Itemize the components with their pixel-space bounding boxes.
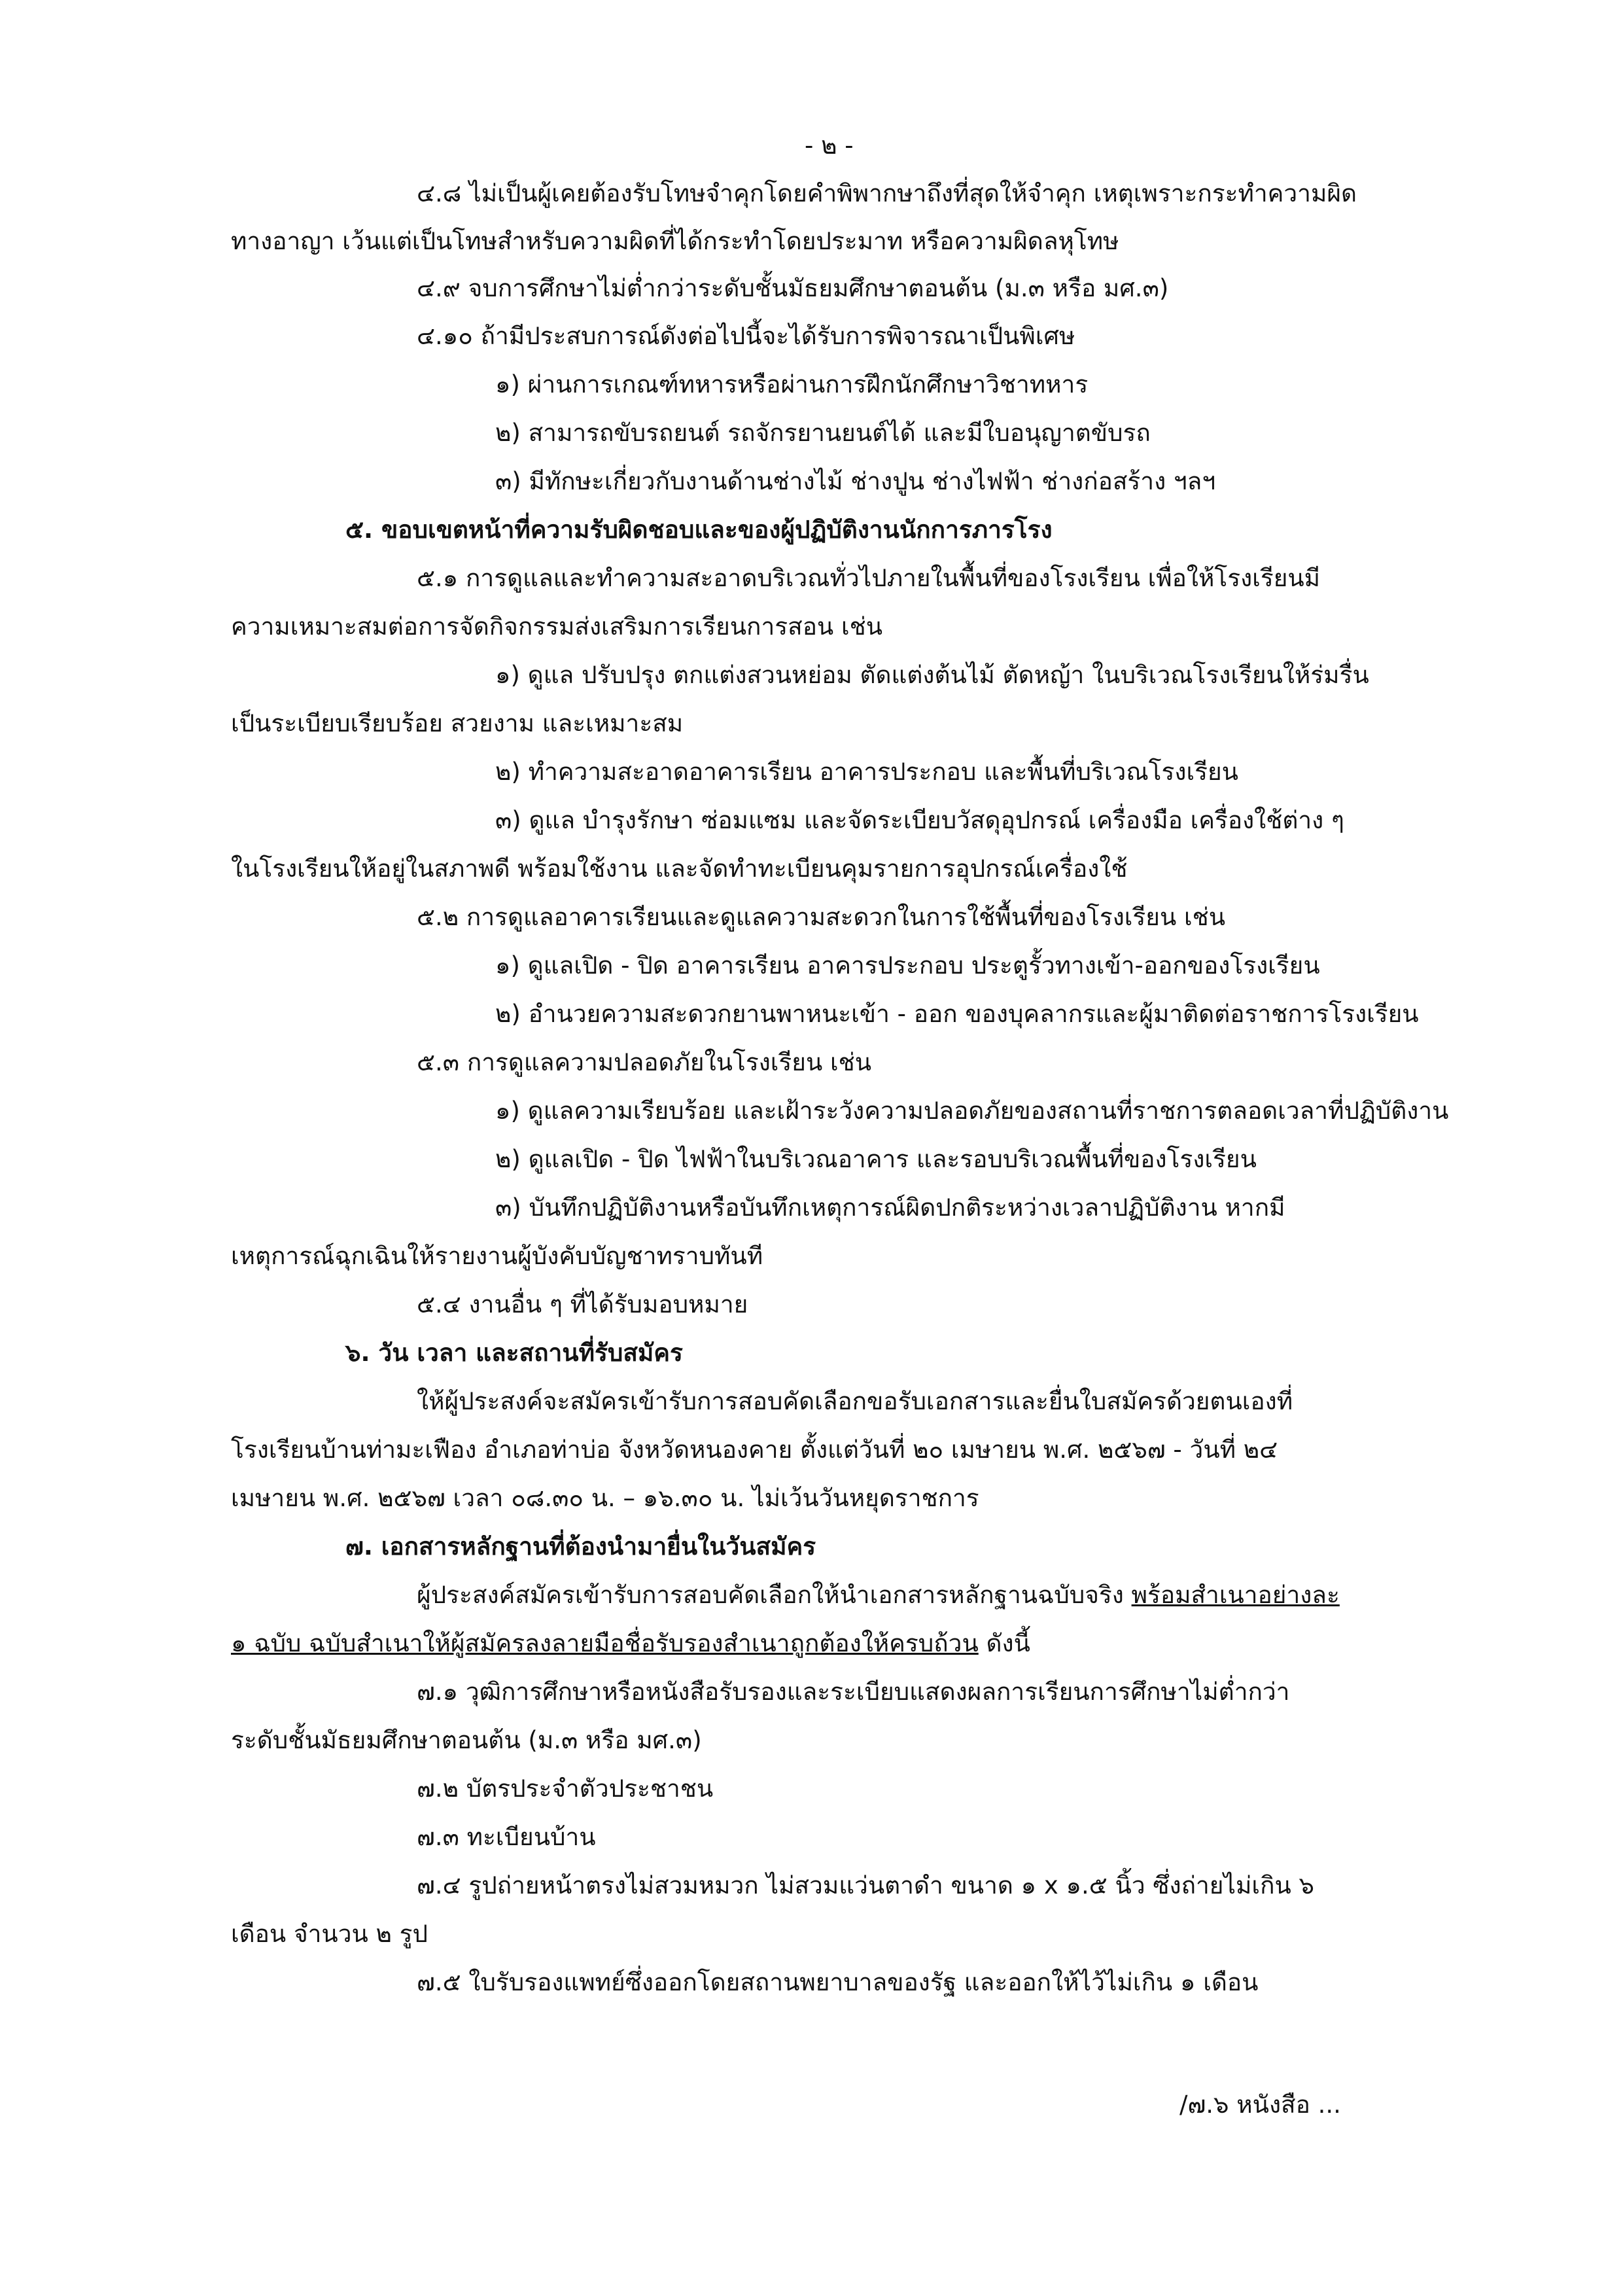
paragraph-line: ๔.๙ จบการศึกษาไม่ต่ำกว่าระดับชั้นมัธยมศึกษาตอนต้น (ม.๓ หรือ มศ.๓)	[417, 274, 1169, 302]
list-item: ๓) ดูแล บำรุงรักษา ซ่อมแซม และจัดระเบียบวัสดุอุปกรณ์ เครื่องมือ เครื่องใช้ต่าง ๆ	[495, 806, 1344, 834]
paragraph-line: ๗.๔ รูปถ่ายหน้าตรงไม่สวมหมวก ไม่สวมแว่นตาดำ ขนาด ๑ x ๑.๕ นิ้ว ซึ่งถ่ายไม่เกิน ๖	[417, 1871, 1315, 1899]
paragraph-line: เหตุการณ์ฉุกเฉินให้รายงานผู้บังคับบัญชาทราบทันที	[231, 1242, 763, 1270]
list-item: ๒) อำนวยความสะดวกยานพาหนะเข้า - ออก ของบุคลากรและผู้มาติดต่อราชการโรงเรียน	[495, 1000, 1419, 1028]
paragraph-line: ๗.๒ บัตรประจำตัวประชาชน	[417, 1775, 714, 1803]
paragraph-line: โรงเรียนบ้านท่ามะเฟือง อำเภอท่าบ่อ จังหวัดหนองคาย ตั้งแต่วันที่ ๒๐ เมษายน พ.ศ. ๒๕๖๗ - วันที่ ๒๔	[231, 1436, 1278, 1464]
paragraph-line: ในโรงเรียนให้อยู่ในสภาพดี พร้อมใช้งาน และจัดทำทะเบียนคุมรายการอุปกรณ์เครื่องใช้	[231, 855, 1128, 883]
continuation-note: /๗.๖ หนังสือ ...	[1179, 2091, 1341, 2119]
paragraph-line: ๔.๑๐ ถ้ามีประสบการณ์ดังต่อไปนี้จะได้รับการพิจารณาเป็นพิเศษ	[417, 322, 1075, 350]
paragraph-line: เป็นระเบียบเรียบร้อย สวยงาม และเหมาะสม	[231, 709, 684, 737]
section-heading: ๕. ขอบเขตหน้าที่ความรับผิดชอบและของผู้ปฏิบัติงานนักการภารโรง	[345, 516, 1053, 544]
list-item: ๒) ดูแลเปิด - ปิด ไฟฟ้าในบริเวณอาคาร และรอบบริเวณพื้นที่ของโรงเรียน	[495, 1145, 1257, 1173]
paragraph-line: ๗.๑ วุฒิการศึกษาหรือหนังสือรับรองและระเบียบแสดงผลการเรียนการศึกษาไม่ต่ำกว่า	[417, 1678, 1290, 1706]
paragraph-line: เมษายน พ.ศ. ๒๕๖๗ เวลา ๐๘.๓๐ น. – ๑๖.๓๐ น. ไม่เว้นวันหยุดราชการ	[231, 1484, 979, 1512]
paragraph-line: ทางอาญา เว้นแต่เป็นโทษสำหรับความผิดที่ได้กระทำโดยประมาท หรือความผิดลหุโทษ	[231, 227, 1119, 255]
underlined-text: ๑ ฉบับ ฉบับสำเนาให้ผู้สมัครลงลายมือชื่อรับรองสำเนาถูกต้องให้ครบถ้วน	[231, 1629, 979, 1657]
paragraph-line: ๕.๓ การดูแลความปลอดภัยในโรงเรียน เช่น	[417, 1048, 872, 1076]
paragraph-line	[231, 1624, 1030, 1663]
paragraph-line: ระดับชั้นมัธยมศึกษาตอนต้น (ม.๓ หรือ มศ.๓)	[231, 1726, 702, 1754]
paragraph-line: ๗.๕ ใบรับรองแพทย์ซึ่งออกโดยสถานพยาบาลของรัฐ และออกให้ไว้ไม่เกิน ๑ เดือน	[417, 1968, 1259, 1996]
paragraph-line: เดือน จำนวน ๒ รูป	[231, 1920, 428, 1948]
section-heading: ๖. วัน เวลา และสถานที่รับสมัคร	[345, 1339, 683, 1367]
paragraph-line: ให้ผู้ประสงค์จะสมัครเข้ารับการสอบคัดเลือกขอรับเอกสารและยื่นใบสมัครด้วยตนเองที่	[417, 1387, 1293, 1415]
paragraph-text: ดังนี้	[978, 1629, 1030, 1657]
section-heading: ๗. เอกสารหลักฐานที่ต้องนำมายื่นในวันสมัคร	[345, 1532, 816, 1561]
list-item: ๑) ดูแล ปรับปรุง ตกแต่งสวนหย่อม ตัดแต่งต้นไม้ ตัดหญ้า ในบริเวณโรงเรียนให้ร่มรื่น	[495, 661, 1369, 689]
paragraph-text: ผู้ประสงค์สมัครเข้ารับการสอบคัดเลือกให้นำเอกสารหลักฐานฉบับจริง	[417, 1581, 1132, 1609]
underlined-text: พร้อมสำเนาอย่างละ	[1131, 1581, 1340, 1609]
paragraph-line: ๕.๑ การดูแลและทำความสะอาดบริเวณทั่วไปภายในพื้นที่ของโรงเรียน เพื่อให้โรงเรียนมี	[417, 564, 1321, 592]
list-item: ๓) มีทักษะเกี่ยวกับงานด้านช่างไม้ ช่างปูน ช่างไฟฟ้า ช่างก่อสร้าง ฯลฯ	[495, 467, 1216, 495]
list-item: ๑) ดูแลความเรียบร้อย และเฝ้าระวังความปลอดภัยของสถานที่ราชการตลอดเวลาที่ปฏิบัติงาน	[495, 1097, 1449, 1125]
list-item: ๑) ผ่านการเกณฑ์ทหารหรือผ่านการฝึกนักศึกษาวิชาทหาร	[495, 370, 1089, 398]
list-item: ๒) ทำความสะอาดอาคารเรียน อาคารประกอบ และพื้นที่บริเวณโรงเรียน	[495, 758, 1238, 786]
paragraph-line: ๕.๒ การดูแลอาคารเรียนและดูแลความสะดวกในการใช้พื้นที่ของโรงเรียน เช่น	[417, 903, 1226, 931]
paragraph-line: ความเหมาะสมต่อการจัดกิจกรรมส่งเสริมการเรียนการสอน เช่น	[231, 612, 883, 641]
list-item: ๑) ดูแลเปิด - ปิด อาคารเรียน อาคารประกอบ ประตูรั้วทางเข้า-ออกของโรงเรียน	[495, 951, 1320, 980]
list-item: ๒) สามารถขับรถยนต์ รถจักรยานยนต์ได้ และมีใบอนุญาตขับรถ	[495, 419, 1151, 447]
paragraph-line	[417, 1576, 1340, 1615]
paragraph-line: ๔.๘ ไม่เป็นผู้เคยต้องรับโทษจำคุกโดยคำพิพากษาถึงที่สุดให้จำคุก เหตุเพราะกระทำความผิด	[417, 179, 1357, 207]
list-item: ๓) บันทึกปฏิบัติงานหรือบันทึกเหตุการณ์ผิดปกติระหว่างเวลาปฏิบัติงาน หากมี	[495, 1193, 1285, 1222]
page-number: - ๒ -	[805, 132, 854, 160]
paragraph-line: ๗.๓ ทะเบียนบ้าน	[417, 1823, 596, 1851]
paragraph-line: ๕.๔ งานอื่น ๆ ที่ได้รับมอบหมาย	[417, 1290, 748, 1318]
